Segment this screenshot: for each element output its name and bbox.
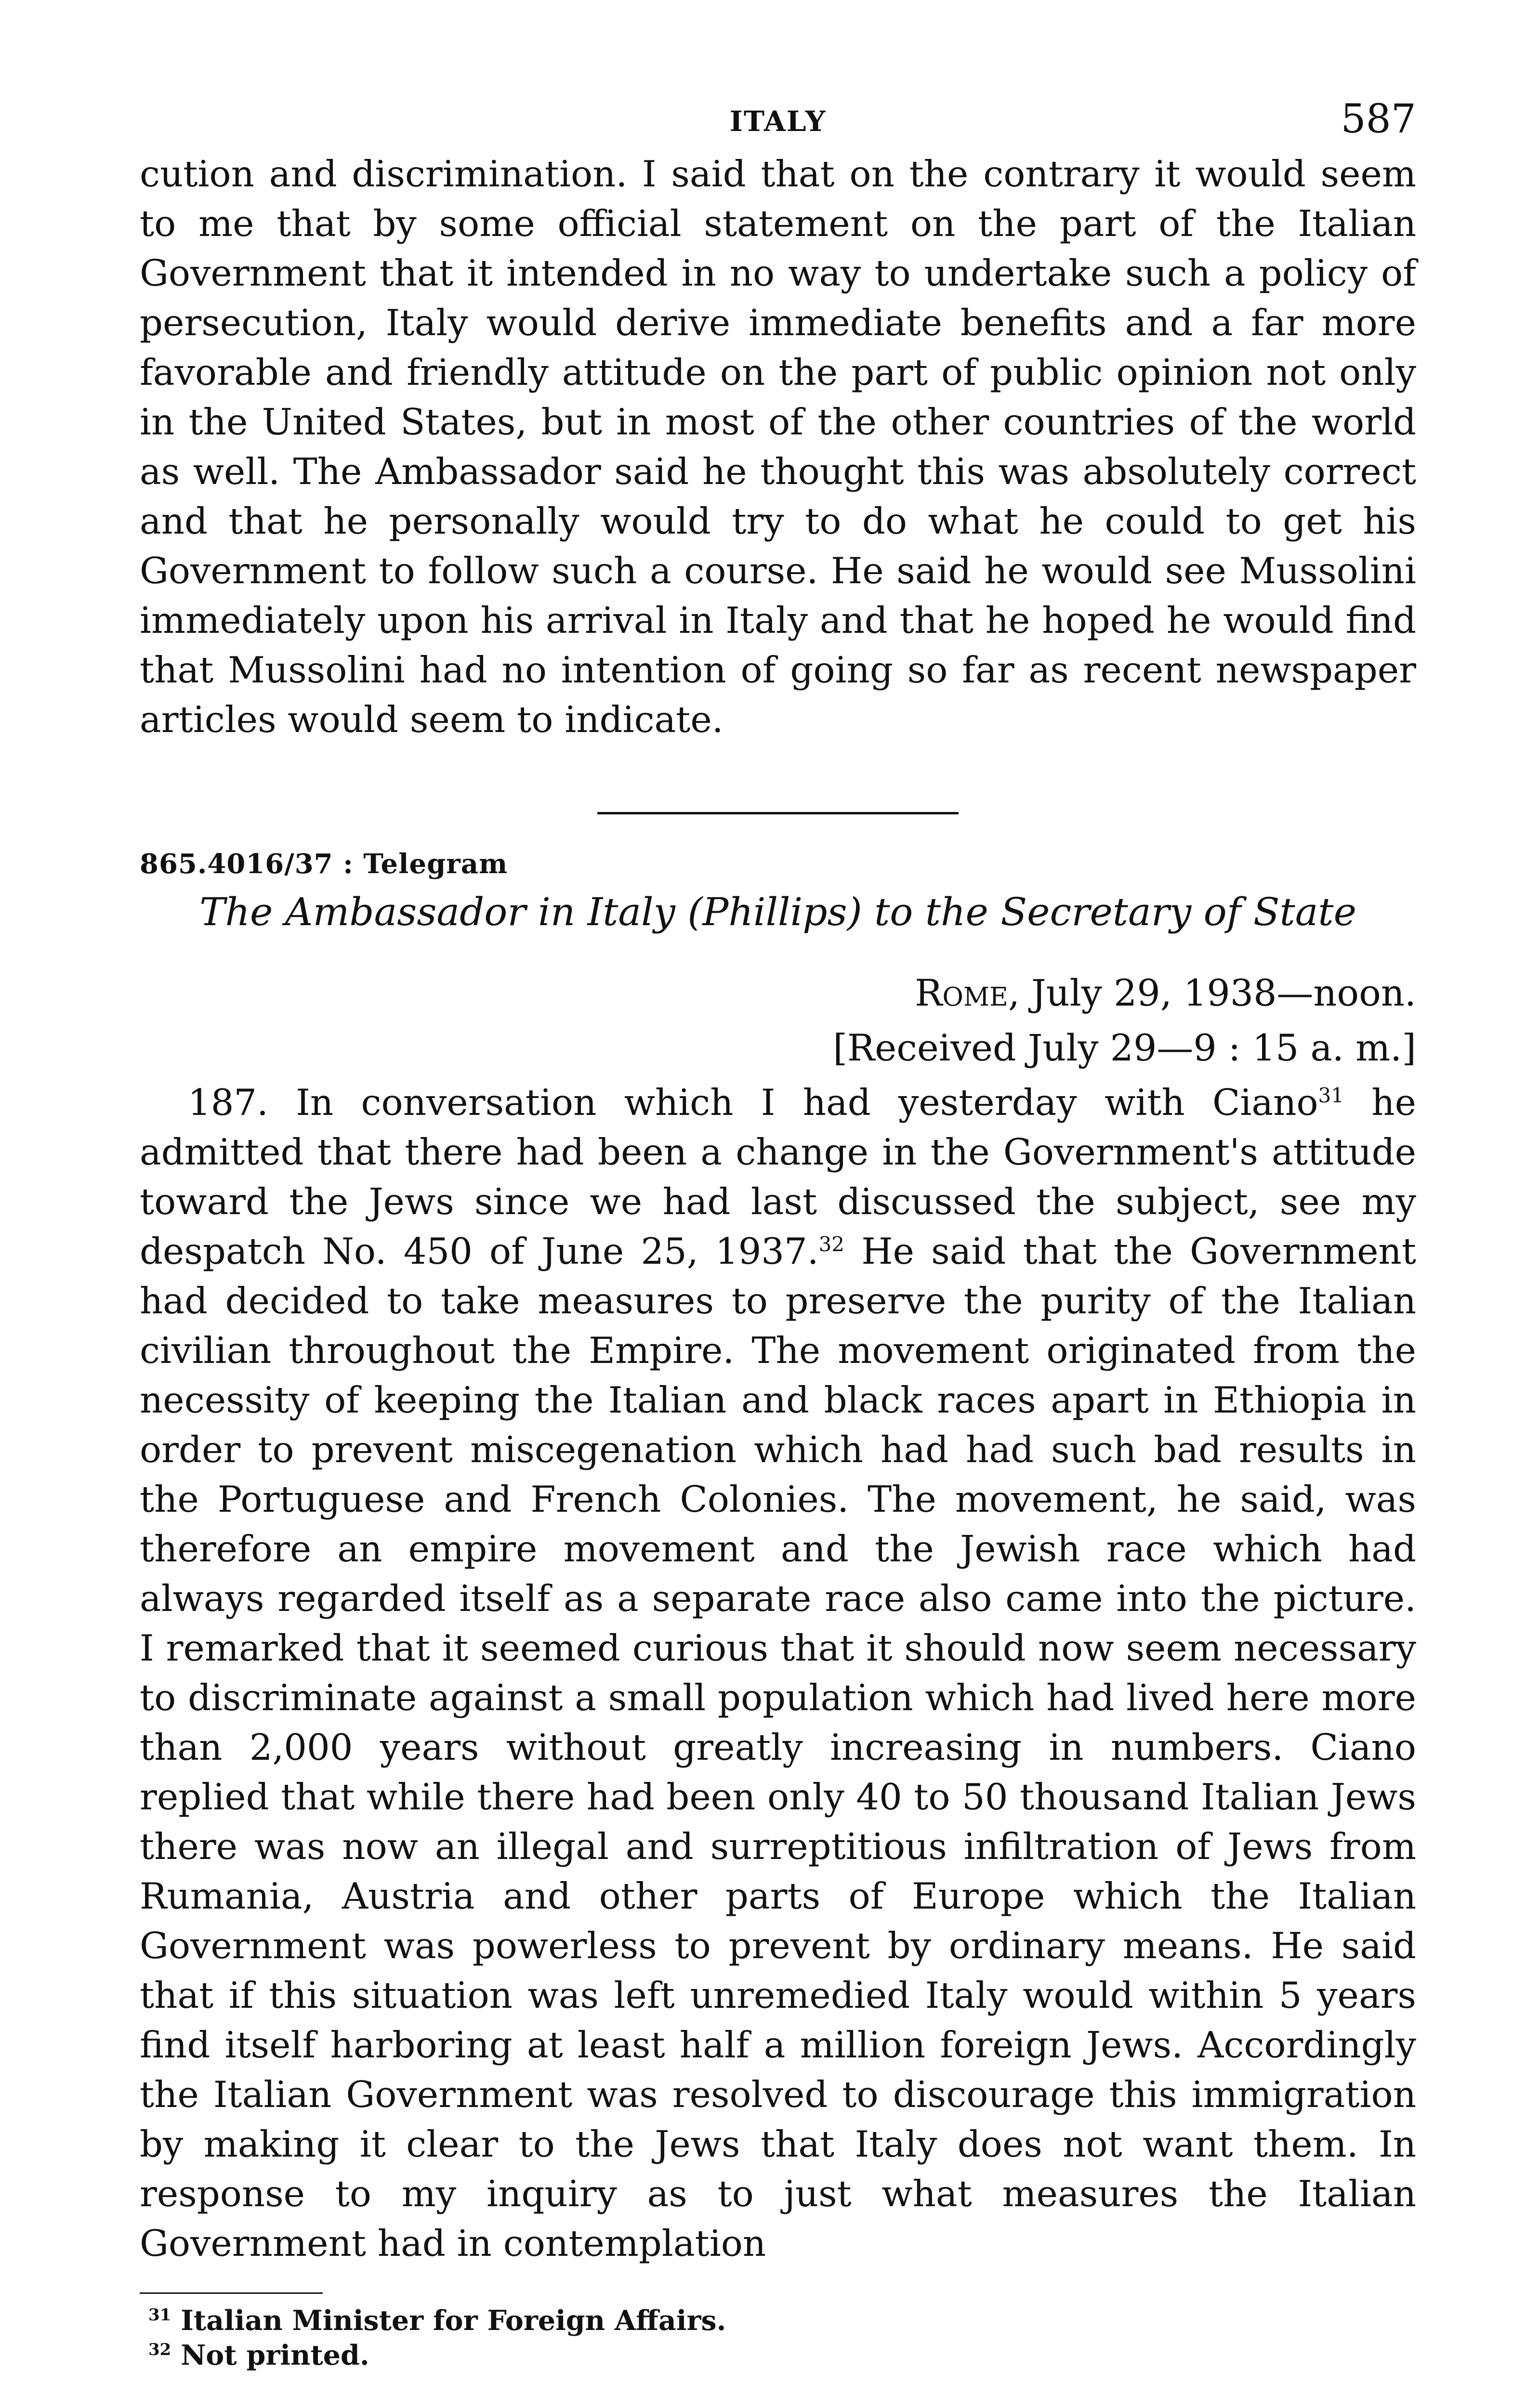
running-header bbox=[140, 82, 1416, 149]
footnote-number: 32 bbox=[148, 2340, 171, 2359]
footnote-ref-31: 31 bbox=[1318, 1084, 1344, 1107]
page-number: 587 bbox=[1341, 96, 1416, 142]
footnote-divider bbox=[140, 2292, 323, 2294]
dateline-place: Rome bbox=[915, 971, 1008, 1014]
continuation-paragraph: cution and discrimination. I said that on the contrary it would seem to me that by some official statement on the part of the Italian Government that it intended in no way to undertake such a policy of persecution, Italy would derive immediate benefits and a far more favorable and friendly attitude on the part of public opinion not only in the United States, but in most of the other countries of the world as well. The Ambassador said he thought this was absolutely correct and that he personally would try to do what he could to get his Government to follow such a course. He said he would see Mussolini immediately upon his arrival in Italy and that he hoped he would find that Mussolini had no intention of going so far as recent newspaper articles would seem to indicate. bbox=[140, 153, 1416, 741]
telegram-text-1: 187. In conversation which I had yesterday with Ciano bbox=[188, 1081, 1318, 1124]
footnote-31 bbox=[148, 2303, 1416, 2338]
footnote-ref-32: 32 bbox=[818, 1232, 845, 1256]
document-title: The Ambassador in Italy (Phillips) to the Secretary of State bbox=[199, 890, 1356, 934]
footnote-32 bbox=[148, 2338, 1416, 2373]
received-line: [Received July 29—9 : 15 a. m.] bbox=[833, 1026, 1416, 1069]
footnote-text: Not printed. bbox=[181, 2339, 369, 2371]
telegram-text-2: he admitted that there had been a change in the Government's attitude toward the Jews since we had last discussed the subject, see my despatch No. 450 of June 25, 1937. bbox=[140, 1081, 1416, 1272]
telegram-paragraph bbox=[140, 1078, 1416, 2268]
dateline-date: , July 29, 1938—noon. bbox=[1008, 971, 1416, 1014]
document-page bbox=[140, 82, 1416, 2373]
footnote-text: Italian Minister for Foreign Affairs. bbox=[181, 2304, 726, 2337]
file-reference: 865.4016/37 : Telegram bbox=[140, 848, 508, 880]
footnote-number: 31 bbox=[148, 2305, 171, 2325]
running-title: ITALY bbox=[729, 105, 827, 138]
telegram-text-3: He said that the Government had decided to take measures to preserve the purity of the Italian civilian throughout the Empire. The movement originated from the necessity of keeping the Italian and black races apart in Ethiopia in order to prevent miscegenation which had had such bad results in the Portuguese and French Colonies. The movement, he said, was therefore an empire movement and the Jewish race which had always regarded itself as a separate race also came into the picture. I remarked that it seemed curious that it should now seem necessary to discriminate against a small population which had lived here more than 2,000 years without greatly increasing in numbers. Ciano replied that while there had been only 40 to 50 thousand Italian Jews there was now an illegal and surreptitious infiltration of Jews from Rumania, Austria and other parts of Europe which the Italian Government was powerless to prevent by ordinary means. He said that if this situation was left unremedied Italy would within 5 years find itself harboring at least half a million foreign Jews. Accordingly the Italian Government was resolved to discourage this immigration by making it clear to the Jews that Italy does not want them. In response to my inquiry as to just what measures the Italian Government had in contemplation bbox=[140, 1230, 1416, 2264]
dateline bbox=[140, 968, 1416, 1018]
section-divider bbox=[597, 812, 959, 814]
